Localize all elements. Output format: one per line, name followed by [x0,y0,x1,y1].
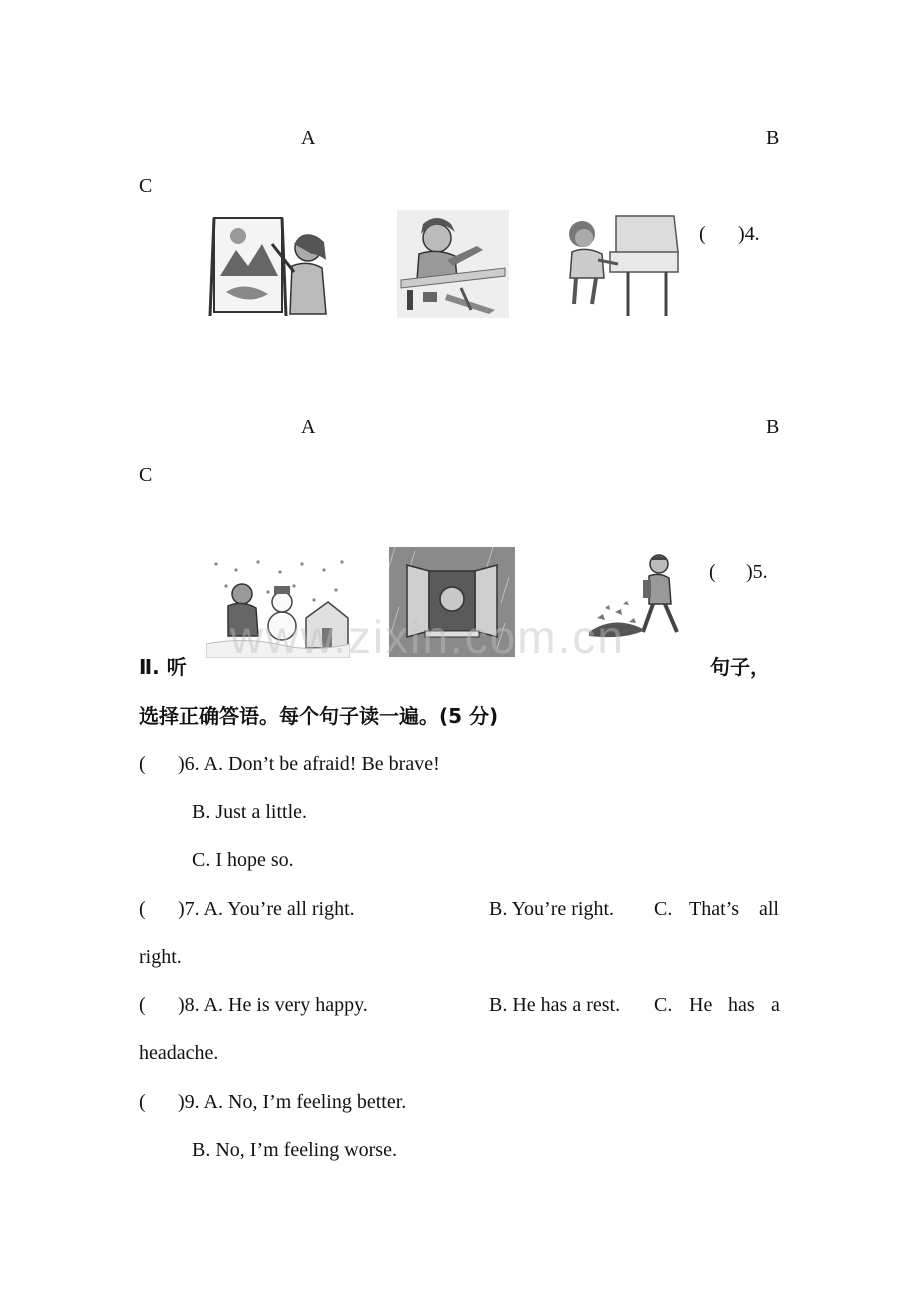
girl-making-model-plane-picture [397,210,509,318]
section-2-title-start: Ⅱ. 听 [139,655,187,679]
question-4-number: )4. [738,223,760,245]
girl-playing-piano-picture [562,212,680,322]
question-6-stem: )6. A. Don’t be afraid! Be brave! [178,753,440,775]
question-7-option-c-word2: all [759,898,779,920]
row2-label-a: A [301,416,316,438]
question-9-paren: ( [139,1091,146,1113]
question-6-paren: ( [139,753,146,775]
question-7-stem: )7. A. You’re all right. [178,898,355,920]
question-8-option-c-letter: C. [654,994,673,1016]
row1-label-a: A [301,127,316,149]
row2-label-b: B [766,416,780,438]
question-9-option-b: B. No, I’m feeling worse. [192,1139,397,1161]
question-8-option-c-word2: has [728,994,755,1016]
watermark: www.zixin.com.cn [230,611,625,663]
question-7-paren: ( [139,898,146,920]
question-8-stem: )8. A. He is very happy. [178,994,368,1016]
question-5-number: )5. [746,561,768,583]
row1-label-b: B [766,127,780,149]
question-8-option-c-word3: a [771,994,780,1016]
question-7-option-c-letter: C. [654,898,673,920]
question-7-option-c-word1: That’s [689,898,739,920]
question-5-paren: ( [709,561,716,583]
question-6-option-c: C. I hope so. [192,849,294,871]
section-2-title-end: 句子， [710,655,770,679]
girl-painting-picture [208,214,334,318]
question-8-option-c-word1: He [689,994,713,1016]
question-8-paren: ( [139,994,146,1016]
question-9-stem: )9. A. No, I’m feeling better. [178,1091,407,1113]
row1-label-c: C [139,175,153,197]
question-8-option-b: B. He has a rest. [489,994,621,1016]
question-4-paren: ( [699,223,706,245]
question-7-option-c-wrap: right. [139,946,182,968]
section-2-instruction: 选择正确答语。每个句子读一遍。(5 分) [139,704,499,728]
row2-label-c: C [139,464,153,486]
question-8-option-c-wrap: headache. [139,1042,219,1064]
question-7-option-b: B. You’re right. [489,898,615,920]
question-6-option-b: B. Just a little. [192,801,307,823]
